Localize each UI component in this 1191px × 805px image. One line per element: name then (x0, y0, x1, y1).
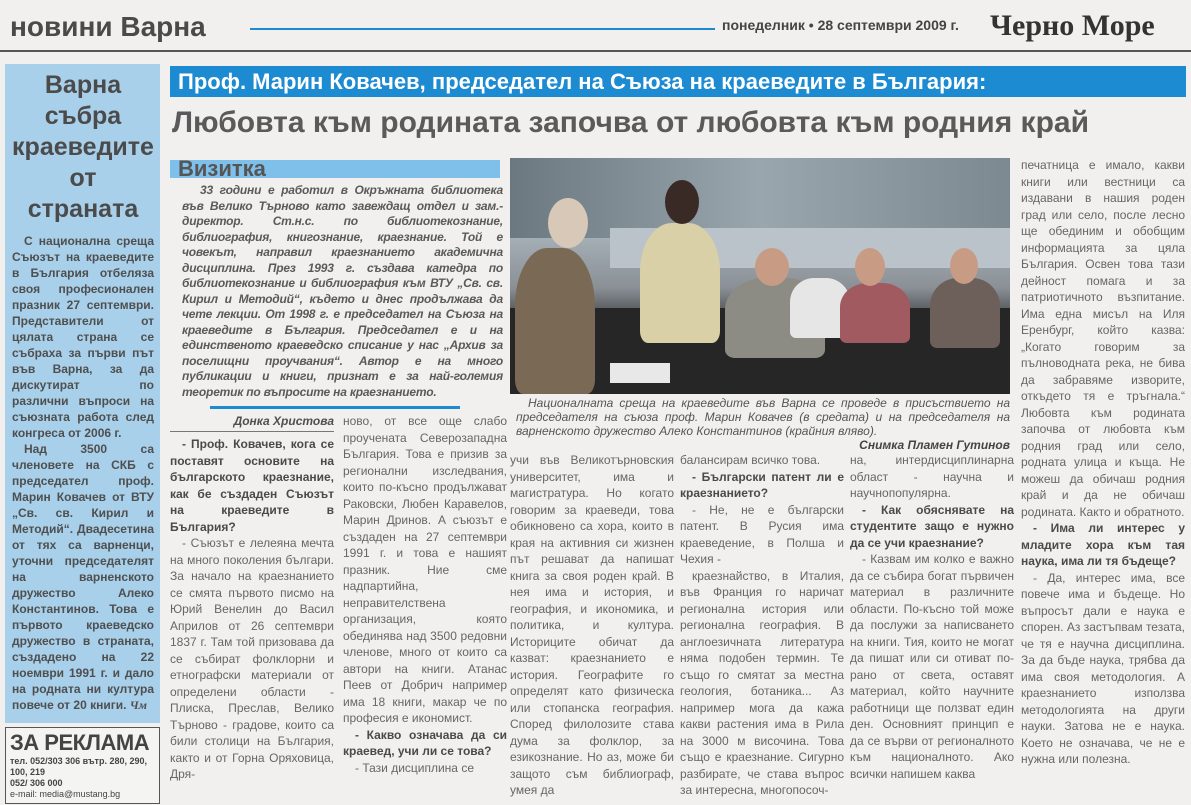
interview-paragraph: краезнайство, в Италия, във Франция го наричат регионална история или регионална география. В англоезичната литература няма подобен термин. Те също го смятат за местна геология, ботаника... Аз например мога да кажа какви растения има в Рила на 3000 м височина. Това също е краезнание. Сигурно разбирате, че става въпрос за интересна, многопосоч- (680, 568, 844, 797)
header-rule (0, 50, 1191, 52)
article-column-6 (1021, 157, 1185, 768)
issue-date: понеделник • 28 септември 2009 г. (722, 17, 959, 33)
interview-paragraph: - Да, интерес има, все повече има и бъдеще. Но въпросът дали е наука е спорен. Аз застъпвам тезата, че тя е научна дисциплина. За да бъде наука, трябва да има своя методология. А краезнанието използва методологията на други науки. Затова не е наука. Което не означава, че не е нужна или полезна. (1021, 570, 1185, 766)
sidebar-paragraph: С национална среща Съюзът на краеведите в България отбеляза своя професионален празник 27 септември. Представители от цялата страна се събраха за първи път във Варна, за да дискутират по различни въпроси на съюзната работа след конгреса от 2006 г. (12, 234, 154, 440)
article-photo (510, 158, 1010, 394)
papers (610, 363, 670, 383)
sidebar-signature: Чм (129, 698, 147, 712)
article-column-2 (343, 413, 507, 783)
newspaper-logo: Черно Море (990, 9, 1155, 42)
sidebar-paragraph-text: Над 3500 са членовете на СКБ с председател проф. Марин Ковачев от ВТУ „Св. св. Кирил и Методий“. Двадесетина от тях са варненци, уточни председателят на варненското дружество Алеко Константинов. Това е първото краеведско дружество в страната, създадено на 22 ноември 1991 г. и дало на родната ни култура повече от 20 книги. (12, 442, 154, 712)
interview-question: - Български патент ли е краезнанието? (680, 469, 844, 500)
article-column-1 (170, 436, 334, 783)
ad-email[interactable]: e-mail: media@mustang.bg (10, 789, 121, 799)
person-right (840, 283, 910, 343)
photo-credit: Снимка Пламен Гутинов (859, 438, 1010, 452)
vizitka-text: 33 години е работил в Окръжната библиотека във Велико Търново като завеждащ отдел и зам.-директор. Ст.н.с. по библиотекознание, библиография, книгознание, краезнание. Той е човекът, направил краезнанието академична дисциплина. През 1993 г. създава катедра по библиотекознание и библиография към ВТУ „Св. св. Кирил и Методий“, където и днес продължава да чете лекции. От 1998 г. е председател на Съюза на краеведите в България. Председател е и на единственото краеведско списание у нас „Архив за поселищни проучвания“. Автор е на много публикации и книги, признат е за най-големия теоретик по въпросите на краезнанието. (182, 183, 503, 399)
sidebar (5, 64, 160, 804)
interview-paragraph: - Съюзът е лелеяна мечта на много поколения българи. За начало на краезнанието се смята първото писмо на Юрий Венелин до Васил Априлов от 26 септември 1837 г. Там той призовава да се събират фолклорни и етнографски материали от определени области - Плиска, Преслав, Велико Търново - градове, които са били столици на България, както и от Горна Оряховица, Дря- (170, 536, 334, 781)
interview-paragraph: учи във Великотърновския университет, има и магистратура. Но когато говорим за краеведи, това обикновено са хора, които в края на активния си жизнен път решават да напишат книга за своя роден край. В нея има и история, и география, и икономика, и политика, и култура. Историците обичат да казват: краезнанието е история. Географите го определят като физическа или стопанска география. Според филолозите става дума за фолклор, за езикознание. Но аз, може би защото съм библиограф, умея да (510, 453, 674, 797)
interview-question: - Проф. Ковачев, кога се поставят основите на българското краезнание, как бе създаден Съюзът на краеведите в България? (170, 437, 334, 534)
sidebar-paragraph (12, 441, 154, 713)
left-columns (170, 413, 507, 783)
article-headline: Любовта към родината започва от любовта към родния край (172, 106, 1090, 139)
person-head (548, 198, 588, 248)
ad-phone-2: 052/ 306 000 (10, 778, 63, 788)
sidebar-title: Варна събра краеведите от страната (12, 71, 154, 223)
middle-article-block (510, 158, 1015, 799)
person-head (665, 180, 699, 224)
byline-rule (170, 431, 334, 432)
photo-caption (516, 396, 1010, 452)
interview-paragraph: - Казвам им колко е важно да се събира богат първичен материал в различните области. По-късно той може да послужи за написването на книги. Тия, които не могат да пишат или си отиват по-рано от света, оставят материал, който научните работници ще ползват един ден. Основният принцип е да се върви от регионалното към националното. Ако всички напишем каква (850, 552, 1014, 781)
interview-paragraph: ново, от все още слабо проучената Северозападна България. Това е призив за регионални изследвания, които по-късно продължават Раковски, Любен Каравелов, Марин Дринов. А съюзът е създаден на 27 септември 1991 г. и това е нашият празник. Ние сме надпартийна, неправителствена организация, която обединява над 3500 редовни членове, много от които са автори на книги. Атанас Пеев от Добрич например има 18 книги, макар че по професия е икономист. (343, 414, 507, 725)
interview-paragraph: на, интердисциплинарна област - научна и научнопопулярна. (850, 453, 1014, 500)
person-left (515, 248, 595, 394)
ad-phone: тел. 052/303 306 вътр. 280, 290, 100, 219 (10, 756, 147, 777)
caption-text: Националната среща на краеведите във Варна се проведе в присъствието на председателя на съюза проф. Марин Ковачев (в средата) и на председателя на варненското дружество Алеко Константинов (крайния вляво). (516, 396, 1010, 438)
interview-question: - Как обяснявате на студентите защо е нужно да се учи краезнание? (850, 502, 1014, 550)
interview-question: - Какво означава да си краевед, учи ли се това? (343, 727, 507, 758)
ad-title: ЗА РЕКЛАМА (10, 730, 150, 755)
person-head (855, 248, 885, 286)
byline-divider (210, 406, 460, 409)
article-column-3 (510, 452, 674, 799)
ad-box (5, 727, 160, 804)
person-right (930, 278, 1000, 348)
vizitka-label: Визитка (178, 156, 266, 181)
person-head (950, 248, 978, 284)
middle-columns (510, 452, 1015, 799)
article-column-4 (680, 452, 844, 799)
vizitka-header (170, 156, 507, 180)
article-kicker: Проф. Марин Ковачев, председател на Съюза на краеведите в България: (178, 69, 987, 94)
article-column-5 (850, 452, 1014, 799)
interview-paragraph: - Не, не е български патент. В Русия има краеведение, в Полша и Чехия - (680, 502, 844, 566)
article-column-1-wrap (170, 413, 334, 783)
left-article-block (170, 156, 507, 783)
section-title: новини Варна (10, 11, 206, 42)
masthead-divider (250, 28, 715, 30)
person-standing (640, 223, 720, 343)
interview-paragraph: балансирам всичко това. (680, 453, 821, 467)
interview-paragraph: - Тази дисциплина се (355, 760, 474, 775)
person-head (755, 248, 789, 286)
sidebar-box (5, 64, 160, 723)
author-byline: Донка Христова (233, 414, 334, 428)
interview-question: - Има ли интерес у младите хора към тая наука, има ли тя бъдеще? (1021, 521, 1185, 568)
interview-paragraph: печатница е имало, какви книги или вестници са издавани в нашия роден град или село, после лесно ще обединим и обобщим информацията за цяла България. Освен това тази дейност помага и за патриотичното възпитание. Има една мисъл на Иля Еренбург, който казва: „Когато говорим за пълноводната река, не бива да забравяме изворите, откъдето тя е тръгнала.“ Любовта към родината започва от любовта към родния град или село, родната улица и къща. Не можеш да обичаш родния край и да не обичаш родината. Както и обратното. (1021, 158, 1185, 519)
sidebar-text (12, 233, 154, 713)
